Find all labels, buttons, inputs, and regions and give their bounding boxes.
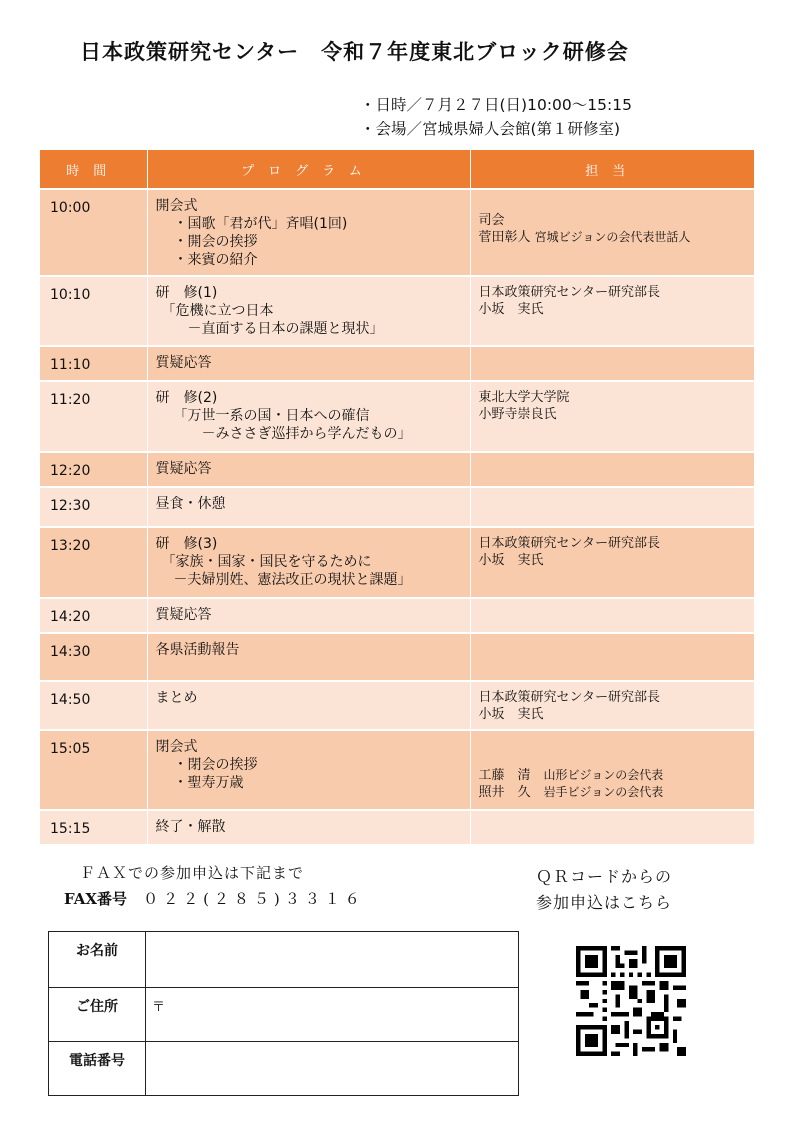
- staff-line: 小坂 実氏: [478, 707, 544, 722]
- fax-info: [64, 860, 365, 912]
- staff-line: 工藤 清: [478, 768, 531, 783]
- row-program: 昼食・休憩: [147, 487, 470, 527]
- fax-instruction: ＦＡＸでの参加申込は下記まで: [80, 864, 305, 882]
- table-row: [40, 381, 754, 452]
- program-line: －みささぎ巡拝から学んだもの」: [201, 426, 412, 442]
- row-program: [147, 527, 470, 598]
- row-time: 15:05: [40, 730, 147, 810]
- schedule-header-row: [40, 150, 754, 189]
- staff-line: 照井 久: [478, 785, 531, 800]
- program-line: ・開会の挨拶: [173, 234, 258, 250]
- staff-line: 日本政策研究センター研究部長: [478, 690, 660, 705]
- row-staff: [470, 452, 754, 487]
- table-row: [40, 487, 754, 527]
- name-field[interactable]: [146, 932, 519, 988]
- row-staff: [470, 487, 754, 527]
- qr-code-icon[interactable]: [576, 946, 686, 1056]
- row-staff: [470, 633, 754, 681]
- row-program: 質疑応答: [147, 452, 470, 487]
- program-line: ・来賓の紹介: [173, 252, 258, 268]
- row-time: 13:20: [40, 527, 147, 598]
- row-time: 11:20: [40, 381, 147, 452]
- row-program: まとめ: [147, 681, 470, 730]
- staff-line: 日本政策研究センター研究部長: [478, 536, 660, 551]
- table-row: [40, 527, 754, 598]
- row-staff: [470, 381, 754, 452]
- table-row: [40, 633, 754, 681]
- row-program: [147, 381, 470, 452]
- program-line: 「危機に立つ日本: [161, 303, 274, 319]
- staff-line: 小野寺崇良氏: [478, 407, 557, 422]
- staff-line: 菅田彰人: [478, 230, 531, 245]
- row-program: [147, 730, 470, 810]
- staff-note: 山形ビジョンの会代表: [543, 768, 664, 782]
- row-staff: [470, 681, 754, 730]
- table-row: [40, 681, 754, 730]
- schedule-table: [40, 150, 754, 844]
- program-line: ・閉会の挨拶: [173, 757, 258, 773]
- row-program: [147, 276, 470, 346]
- program-line: ・聖寿万歳: [173, 775, 244, 791]
- staff-line: 司会: [478, 213, 505, 228]
- program-line: －夫婦別姓、憲法改正の現状と課題」: [173, 572, 412, 588]
- program-line: ・国歌「君が代」斉唱(1回): [173, 216, 348, 232]
- address-label: ご住所: [49, 988, 146, 1042]
- header-program: プログラム: [147, 150, 470, 189]
- program-line: 研 修(1): [155, 285, 218, 301]
- staff-line: 小坂 実氏: [478, 302, 544, 317]
- row-program: 質疑応答: [147, 598, 470, 633]
- table-row: [40, 452, 754, 487]
- row-time: 10:00: [40, 189, 147, 276]
- staff-note: 宮城ビジョンの会代表世話人: [534, 230, 691, 244]
- row-program: [147, 189, 470, 276]
- program-line: －直面する日本の課題と現状」: [187, 321, 384, 337]
- row-staff: [470, 730, 754, 810]
- staff-line: 東北大学大学院: [478, 390, 570, 405]
- row-program: 各県活動報告: [147, 633, 470, 681]
- table-row: [40, 276, 754, 346]
- program-line: 研 修(2): [155, 390, 218, 406]
- event-info: [360, 93, 632, 141]
- qr-caption-line2: 参加申込はこちら: [536, 893, 673, 912]
- header-staff: 担当: [470, 150, 754, 189]
- name-label: お名前: [49, 932, 146, 988]
- row-time: 11:10: [40, 346, 147, 381]
- phone-field[interactable]: [146, 1042, 519, 1096]
- row-time: 14:30: [40, 633, 147, 681]
- qr-caption: [536, 864, 672, 916]
- form-row-name: [49, 932, 519, 988]
- qr-caption-line1: ＱＲコードからの: [536, 867, 673, 886]
- row-staff: [470, 189, 754, 276]
- program-line: 「万世一系の国・日本への確信: [173, 408, 370, 424]
- staff-line: 小坂 実氏: [478, 553, 544, 568]
- row-time: 14:50: [40, 681, 147, 730]
- row-staff: [470, 810, 754, 844]
- row-staff: [470, 346, 754, 381]
- row-staff: [470, 527, 754, 598]
- table-row: [40, 730, 754, 810]
- page-title: 日本政策研究センター 令和７年度東北ブロック研修会: [80, 39, 629, 64]
- header-time: 時間: [40, 150, 147, 189]
- fax-number: ０２２(２８５)３３１６: [143, 890, 365, 908]
- program-line: 「家族・国家・国民を守るために: [161, 554, 372, 570]
- row-time: 10:10: [40, 276, 147, 346]
- fax-label: FAX番号: [64, 890, 128, 908]
- application-form: [48, 931, 519, 1096]
- row-time: 12:30: [40, 487, 147, 527]
- address-field[interactable]: 〒: [146, 988, 519, 1042]
- form-row-address: [49, 988, 519, 1042]
- event-venue: ・会場／宮城県婦人会館(第１研修室): [360, 120, 621, 138]
- staff-note: 岩手ビジョンの会代表: [543, 785, 664, 799]
- event-datetime: ・日時／７月２７日(日)10:00～15:15: [360, 96, 632, 114]
- row-program: 終了・解散: [147, 810, 470, 844]
- row-staff: [470, 276, 754, 346]
- row-program: 質疑応答: [147, 346, 470, 381]
- table-row: [40, 810, 754, 844]
- program-line: 閉会式: [155, 739, 198, 755]
- table-row: [40, 598, 754, 633]
- row-time: 14:20: [40, 598, 147, 633]
- row-time: 12:20: [40, 452, 147, 487]
- form-row-phone: [49, 1042, 519, 1096]
- staff-line: 日本政策研究センター研究部長: [478, 285, 660, 300]
- row-staff: [470, 598, 754, 633]
- program-line: 研 修(3): [155, 536, 218, 552]
- row-time: 15:15: [40, 810, 147, 844]
- phone-label: 電話番号: [49, 1042, 146, 1096]
- program-line: 開会式: [155, 198, 198, 214]
- table-row: [40, 346, 754, 381]
- table-row: [40, 189, 754, 276]
